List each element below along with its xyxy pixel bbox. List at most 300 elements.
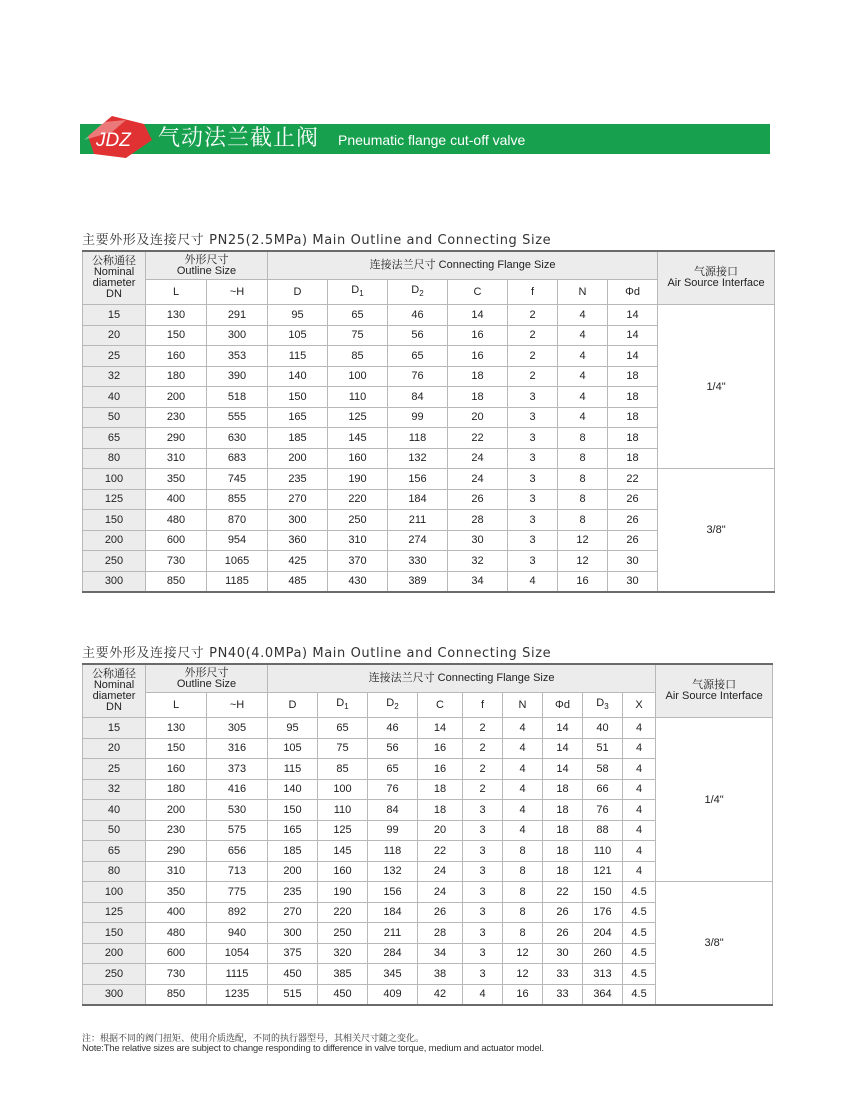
value-cell: 22 — [448, 428, 508, 449]
value-cell: 485 — [268, 571, 328, 592]
dn-cell: 150 — [83, 923, 146, 944]
value-cell: 3 — [463, 861, 503, 882]
dn-cell: 65 — [83, 428, 146, 449]
value-cell: 110 — [318, 800, 368, 821]
value-cell: 140 — [268, 366, 328, 387]
value-cell: 56 — [388, 325, 448, 346]
value-cell: 274 — [388, 530, 448, 551]
value-cell: 185 — [268, 841, 318, 862]
value-cell: 18 — [608, 387, 658, 408]
dn-header-line: Nominal — [93, 679, 135, 691]
jdz-logo — [82, 110, 152, 160]
value-cell: 12 — [558, 530, 608, 551]
value-cell: 105 — [268, 325, 328, 346]
value-cell: 2 — [463, 779, 503, 800]
value-cell: 24 — [448, 448, 508, 469]
air-header-line: 气源接口 — [694, 266, 739, 278]
value-cell: 76 — [583, 800, 623, 821]
value-cell: 3 — [463, 943, 503, 964]
dn-cell: 300 — [83, 571, 146, 592]
value-cell: 450 — [268, 964, 318, 985]
value-cell: 165 — [268, 820, 318, 841]
value-cell: 165 — [268, 407, 328, 428]
value-cell: 118 — [368, 841, 418, 862]
value-cell: 150 — [268, 800, 318, 821]
value-cell: 4 — [503, 800, 543, 821]
dn-cell: 20 — [83, 738, 146, 759]
value-cell: 26 — [543, 902, 583, 923]
value-cell: 683 — [207, 448, 268, 469]
value-cell: 184 — [368, 902, 418, 923]
value-cell: 656 — [207, 841, 268, 862]
value-cell: 300 — [207, 325, 268, 346]
column-header: $D_2$ — [368, 693, 418, 718]
value-cell: 200 — [146, 387, 207, 408]
value-cell: 2 — [508, 325, 558, 346]
value-cell: 220 — [318, 902, 368, 923]
value-cell: 600 — [146, 530, 207, 551]
value-cell: 4 — [503, 718, 543, 739]
column-header: N — [503, 693, 543, 718]
value-cell: 364 — [583, 984, 623, 1005]
value-cell: 160 — [146, 759, 207, 780]
value-cell: 3 — [463, 841, 503, 862]
note-en: Note:The relative sizes are subject to change responding to difference in valve torque, medium and actuator model. — [82, 1043, 544, 1054]
column-header: $D_3$ — [583, 693, 623, 718]
value-cell: 4 — [558, 346, 608, 367]
dn-cell: 100 — [83, 469, 146, 490]
value-cell: 26 — [448, 489, 508, 510]
outline-size-header — [146, 251, 268, 280]
value-cell: 156 — [388, 469, 448, 490]
dn-cell: 80 — [83, 448, 146, 469]
value-cell: 8 — [558, 489, 608, 510]
logo-text: JDZ — [96, 130, 131, 151]
dn-cell: 250 — [83, 964, 146, 985]
dn-cell: 15 — [83, 305, 146, 326]
value-cell: 3 — [463, 882, 503, 903]
value-cell: 24 — [418, 861, 463, 882]
value-cell: 8 — [503, 861, 543, 882]
value-cell: 316 — [207, 738, 268, 759]
value-cell: 33 — [543, 964, 583, 985]
value-cell: 1185 — [207, 571, 268, 592]
value-cell: 110 — [328, 387, 388, 408]
air-interface-cell: 1/4" — [658, 305, 775, 469]
value-cell: 118 — [388, 428, 448, 449]
value-cell: 84 — [368, 800, 418, 821]
value-cell: 26 — [608, 530, 658, 551]
value-cell: 4 — [503, 820, 543, 841]
value-cell: 4 — [623, 861, 656, 882]
value-cell: 200 — [146, 800, 207, 821]
value-cell: 3 — [463, 902, 503, 923]
value-cell: 310 — [146, 448, 207, 469]
value-cell: 150 — [146, 738, 207, 759]
dn-cell: 200 — [83, 530, 146, 551]
value-cell: 3 — [508, 448, 558, 469]
value-cell: 22 — [543, 882, 583, 903]
dn-cell: 300 — [83, 984, 146, 1005]
value-cell: 3 — [463, 820, 503, 841]
table1-heading: 主要外形及连接尺寸 PN25(2.5MPa) Main Outline and Connecting Size — [82, 233, 552, 248]
value-cell: 3 — [508, 530, 558, 551]
value-cell: 1065 — [207, 551, 268, 572]
value-cell: 353 — [207, 346, 268, 367]
dn-header — [83, 664, 146, 718]
value-cell: 409 — [368, 984, 418, 1005]
value-cell: 4 — [503, 759, 543, 780]
dn-cell: 40 — [83, 387, 146, 408]
value-cell: 26 — [543, 923, 583, 944]
value-cell: 185 — [268, 428, 328, 449]
value-cell: 65 — [368, 759, 418, 780]
value-cell: 4 — [558, 366, 608, 387]
dn-header-line: DN — [106, 701, 122, 713]
value-cell: 230 — [146, 820, 207, 841]
value-cell: 16 — [503, 984, 543, 1005]
flange-size-header: 连接法兰尺寸 Connecting Flange Size — [268, 664, 656, 693]
air-header-line: Air Source Interface — [665, 690, 763, 702]
value-cell: 12 — [503, 943, 543, 964]
value-cell: 66 — [583, 779, 623, 800]
value-cell: 160 — [328, 448, 388, 469]
dn-cell: 200 — [83, 943, 146, 964]
value-cell: 630 — [207, 428, 268, 449]
column-header: ~H — [207, 693, 268, 718]
value-cell: 14 — [608, 305, 658, 326]
value-cell: 42 — [418, 984, 463, 1005]
value-cell: 4 — [503, 779, 543, 800]
air-interface-header — [656, 664, 773, 718]
air-interface-cell: 3/8" — [658, 469, 775, 593]
table-row — [83, 882, 773, 903]
value-cell: 26 — [608, 510, 658, 531]
value-cell: 450 — [318, 984, 368, 1005]
value-cell: 530 — [207, 800, 268, 821]
value-cell: 200 — [268, 448, 328, 469]
value-cell: 100 — [328, 366, 388, 387]
air-interface-cell: 3/8" — [656, 882, 773, 1006]
value-cell: 430 — [328, 571, 388, 592]
value-cell: 176 — [583, 902, 623, 923]
value-cell: 3 — [508, 428, 558, 449]
value-cell: 18 — [608, 366, 658, 387]
value-cell: 34 — [448, 571, 508, 592]
value-cell: 58 — [583, 759, 623, 780]
dn-cell: 125 — [83, 902, 146, 923]
value-cell: 150 — [583, 882, 623, 903]
outline-header-line: 外形尺寸 — [184, 666, 229, 679]
value-cell: 200 — [268, 861, 318, 882]
value-cell: 125 — [328, 407, 388, 428]
value-cell: 2 — [463, 759, 503, 780]
value-cell: 33 — [543, 984, 583, 1005]
value-cell: 18 — [608, 448, 658, 469]
value-cell: 2 — [463, 738, 503, 759]
value-cell: 75 — [318, 738, 368, 759]
dn-cell: 25 — [83, 346, 146, 367]
dn-cell: 125 — [83, 489, 146, 510]
value-cell: 28 — [448, 510, 508, 531]
value-cell: 3 — [463, 923, 503, 944]
value-cell: 130 — [146, 305, 207, 326]
dn-cell: 50 — [83, 407, 146, 428]
value-cell: 18 — [448, 387, 508, 408]
page-title-cn: 气动法兰截止阀 — [158, 126, 320, 151]
value-cell: 84 — [388, 387, 448, 408]
value-cell: 310 — [146, 861, 207, 882]
value-cell: 575 — [207, 820, 268, 841]
value-cell: 211 — [368, 923, 418, 944]
value-cell: 40 — [583, 718, 623, 739]
column-header: f — [463, 693, 503, 718]
value-cell: 4 — [463, 984, 503, 1005]
value-cell: 290 — [146, 841, 207, 862]
value-cell: 150 — [268, 387, 328, 408]
value-cell: 4 — [558, 387, 608, 408]
value-cell: 88 — [583, 820, 623, 841]
value-cell: 389 — [388, 571, 448, 592]
value-cell: 3 — [508, 387, 558, 408]
value-cell: 518 — [207, 387, 268, 408]
value-cell: 16 — [558, 571, 608, 592]
dn-cell: 150 — [83, 510, 146, 531]
value-cell: 4.5 — [623, 964, 656, 985]
value-cell: 2 — [508, 366, 558, 387]
value-cell: 8 — [558, 469, 608, 490]
flange-size-header: 连接法兰尺寸 Connecting Flange Size — [268, 251, 658, 280]
value-cell: 65 — [388, 346, 448, 367]
value-cell: 145 — [318, 841, 368, 862]
value-cell: 385 — [318, 964, 368, 985]
dn-header-line: diameter — [92, 690, 136, 702]
column-header: X — [623, 693, 656, 718]
value-cell: 305 — [207, 718, 268, 739]
value-cell: 1115 — [207, 964, 268, 985]
value-cell: 18 — [543, 861, 583, 882]
value-cell: 51 — [583, 738, 623, 759]
dn-cell: 50 — [83, 820, 146, 841]
table-row — [83, 469, 775, 490]
value-cell: 291 — [207, 305, 268, 326]
value-cell: 145 — [328, 428, 388, 449]
value-cell: 180 — [146, 366, 207, 387]
value-cell: 132 — [368, 861, 418, 882]
value-cell: 250 — [328, 510, 388, 531]
value-cell: 16 — [448, 346, 508, 367]
value-cell: 313 — [583, 964, 623, 985]
value-cell: 18 — [418, 800, 463, 821]
value-cell: 8 — [503, 882, 543, 903]
value-cell: 892 — [207, 902, 268, 923]
value-cell: 38 — [418, 964, 463, 985]
value-cell: 320 — [318, 943, 368, 964]
value-cell: 30 — [448, 530, 508, 551]
value-cell: 4.5 — [623, 984, 656, 1005]
note-cn: 注：根据不同的阀门扭矩、使用介质选配，不同的执行器型号，其相关尺寸随之变化。 — [82, 1034, 425, 1044]
column-header: f — [508, 280, 558, 305]
column-header: D — [268, 280, 328, 305]
value-cell: 24 — [418, 882, 463, 903]
value-cell: 140 — [268, 779, 318, 800]
dn-cell: 25 — [83, 759, 146, 780]
column-header: L — [146, 693, 207, 718]
value-cell: 46 — [368, 718, 418, 739]
value-cell: 184 — [388, 489, 448, 510]
pn40-size-table — [82, 663, 773, 1006]
value-cell: 180 — [146, 779, 207, 800]
value-cell: 390 — [207, 366, 268, 387]
dn-header — [83, 251, 146, 305]
outline-header-line: Outline Size — [176, 264, 237, 277]
dn-cell: 32 — [83, 779, 146, 800]
value-cell: 416 — [207, 779, 268, 800]
value-cell: 110 — [583, 841, 623, 862]
value-cell: 2 — [463, 718, 503, 739]
value-cell: 730 — [146, 964, 207, 985]
value-cell: 34 — [418, 943, 463, 964]
value-cell: 14 — [608, 346, 658, 367]
value-cell: 8 — [558, 448, 608, 469]
dn-cell: 250 — [83, 551, 146, 572]
value-cell: 1054 — [207, 943, 268, 964]
value-cell: 76 — [368, 779, 418, 800]
value-cell: 18 — [418, 779, 463, 800]
value-cell: 230 — [146, 407, 207, 428]
value-cell: 100 — [318, 779, 368, 800]
column-header: Φd — [543, 693, 583, 718]
value-cell: 190 — [318, 882, 368, 903]
column-header: D — [268, 693, 318, 718]
value-cell: 85 — [328, 346, 388, 367]
air-interface-header — [658, 251, 775, 305]
value-cell: 4.5 — [623, 882, 656, 903]
value-cell: 375 — [268, 943, 318, 964]
value-cell: 130 — [146, 718, 207, 739]
value-cell: 235 — [268, 882, 318, 903]
value-cell: 310 — [328, 530, 388, 551]
value-cell: 14 — [608, 325, 658, 346]
value-cell: 235 — [268, 469, 328, 490]
value-cell: 18 — [543, 800, 583, 821]
value-cell: 18 — [448, 366, 508, 387]
value-cell: 4 — [623, 841, 656, 862]
page-title-en: Pneumatic flange cut-off valve — [338, 132, 526, 148]
value-cell: 373 — [207, 759, 268, 780]
value-cell: 211 — [388, 510, 448, 531]
value-cell: 850 — [146, 571, 207, 592]
column-header: C — [448, 280, 508, 305]
value-cell: 115 — [268, 346, 328, 367]
value-cell: 370 — [328, 551, 388, 572]
value-cell: 30 — [608, 571, 658, 592]
column-header: $D_1$ — [328, 280, 388, 305]
value-cell: 4 — [623, 738, 656, 759]
value-cell: 300 — [268, 923, 318, 944]
dn-header-line: DN — [106, 288, 122, 300]
value-cell: 1235 — [207, 984, 268, 1005]
dn-cell: 32 — [83, 366, 146, 387]
value-cell: 4 — [623, 759, 656, 780]
value-cell: 3 — [508, 469, 558, 490]
value-cell: 95 — [268, 718, 318, 739]
value-cell: 4.5 — [623, 902, 656, 923]
value-cell: 600 — [146, 943, 207, 964]
value-cell: 20 — [448, 407, 508, 428]
dn-header-line: 公称通径 — [92, 668, 136, 680]
table-row — [83, 305, 775, 326]
value-cell: 4.5 — [623, 923, 656, 944]
column-header: ~H — [207, 280, 268, 305]
value-cell: 76 — [388, 366, 448, 387]
dn-cell: 80 — [83, 861, 146, 882]
value-cell: 46 — [388, 305, 448, 326]
value-cell: 28 — [418, 923, 463, 944]
value-cell: 115 — [268, 759, 318, 780]
value-cell: 32 — [448, 551, 508, 572]
value-cell: 330 — [388, 551, 448, 572]
value-cell: 3 — [508, 551, 558, 572]
table2-heading: 主要外形及连接尺寸 PN40(4.0MPa) Main Outline and Connecting Size — [82, 646, 552, 661]
value-cell: 160 — [146, 346, 207, 367]
value-cell: 65 — [328, 305, 388, 326]
value-cell: 4 — [623, 779, 656, 800]
value-cell: 290 — [146, 428, 207, 449]
value-cell: 954 — [207, 530, 268, 551]
dn-cell: 20 — [83, 325, 146, 346]
value-cell: 2 — [508, 305, 558, 326]
value-cell: 713 — [207, 861, 268, 882]
value-cell: 22 — [418, 841, 463, 862]
value-cell: 775 — [207, 882, 268, 903]
value-cell: 26 — [418, 902, 463, 923]
value-cell: 95 — [268, 305, 328, 326]
value-cell: 65 — [318, 718, 368, 739]
outline-size-header — [146, 664, 268, 693]
value-cell: 400 — [146, 902, 207, 923]
column-header: N — [558, 280, 608, 305]
value-cell: 18 — [608, 428, 658, 449]
air-header-line: 气源接口 — [692, 679, 737, 691]
air-interface-cell: 1/4" — [656, 718, 773, 882]
dn-cell: 65 — [83, 841, 146, 862]
air-header-line: Air Source Interface — [667, 277, 765, 289]
value-cell: 4 — [558, 407, 608, 428]
value-cell: 3 — [463, 964, 503, 985]
value-cell: 12 — [558, 551, 608, 572]
value-cell: 12 — [503, 964, 543, 985]
column-header: L — [146, 280, 207, 305]
value-cell: 4 — [558, 305, 608, 326]
value-cell: 4 — [623, 820, 656, 841]
value-cell: 425 — [268, 551, 328, 572]
column-header: $D_2$ — [388, 280, 448, 305]
column-header: $D_1$ — [318, 693, 368, 718]
value-cell: 4 — [503, 738, 543, 759]
value-cell: 8 — [503, 841, 543, 862]
value-cell: 99 — [368, 820, 418, 841]
value-cell: 220 — [328, 489, 388, 510]
value-cell: 20 — [418, 820, 463, 841]
dn-header-line: Nominal — [93, 266, 135, 278]
value-cell: 121 — [583, 861, 623, 882]
value-cell: 745 — [207, 469, 268, 490]
value-cell: 870 — [207, 510, 268, 531]
column-header: C — [418, 693, 463, 718]
value-cell: 850 — [146, 984, 207, 1005]
value-cell: 18 — [543, 841, 583, 862]
